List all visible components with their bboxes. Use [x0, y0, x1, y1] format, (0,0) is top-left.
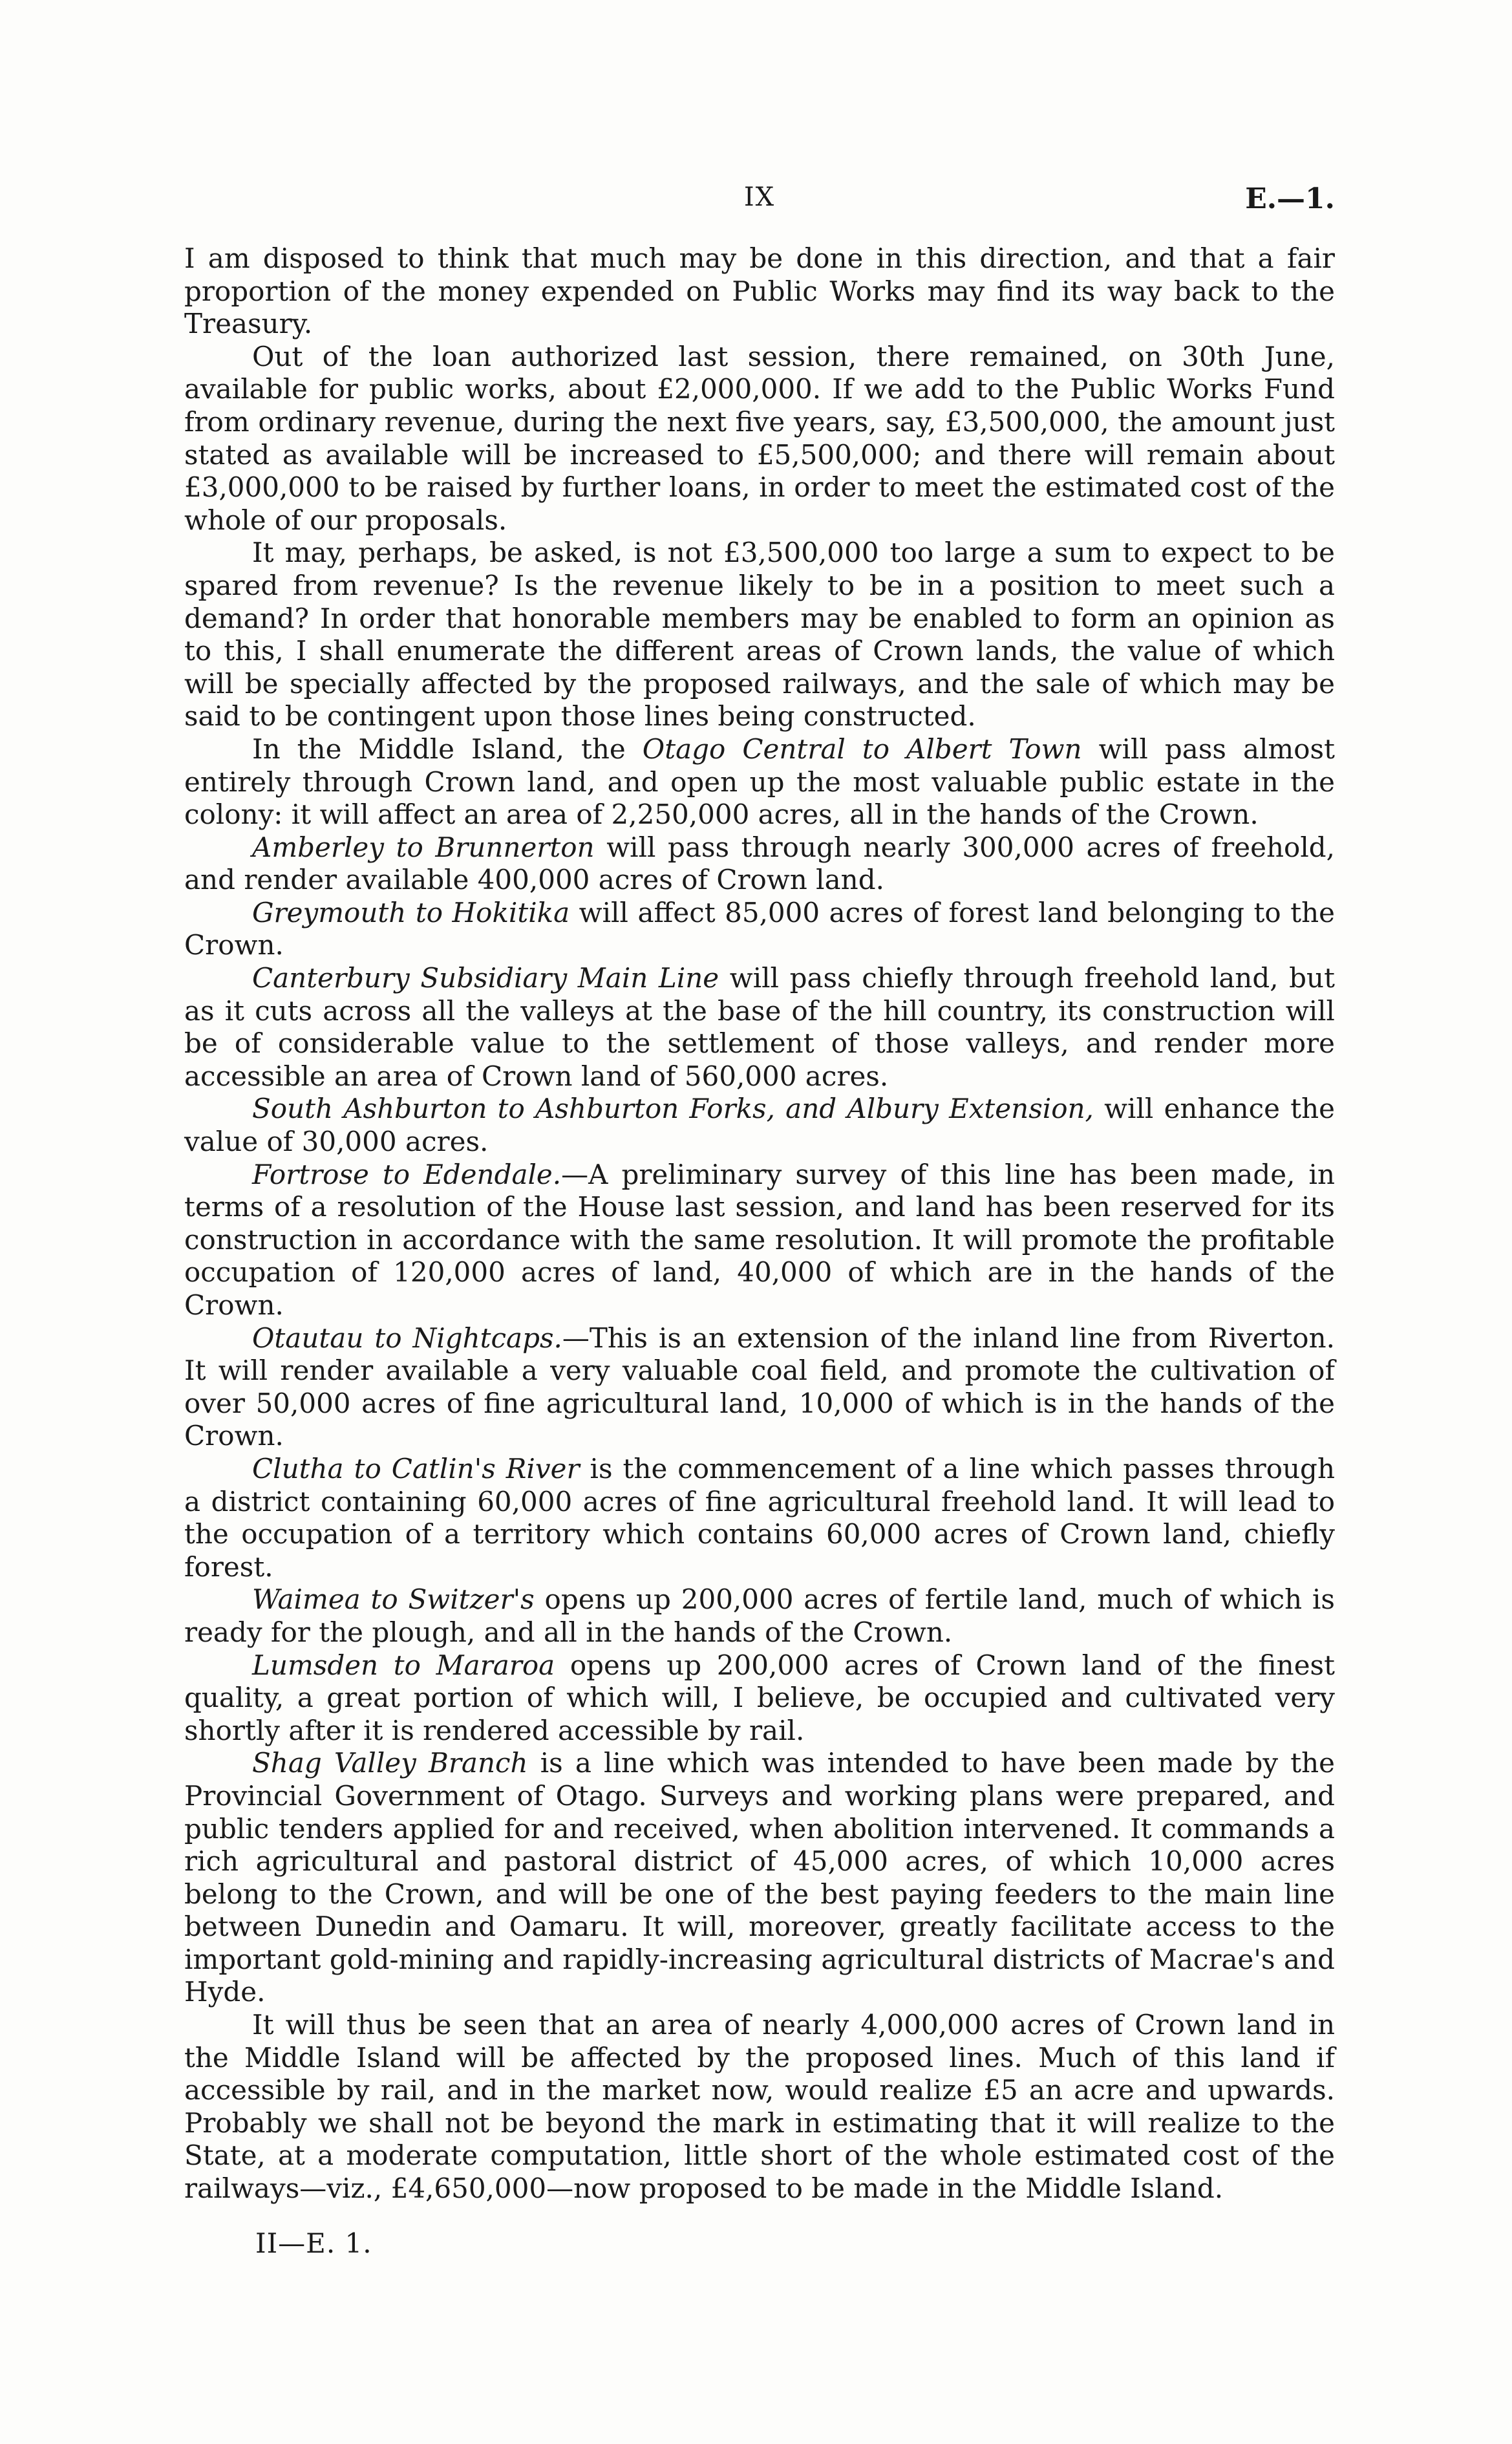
document-reference: E.—1. [1245, 182, 1335, 215]
railway-line-name: Fortrose to Edendale. [252, 1158, 562, 1190]
paragraph [184, 831, 1335, 897]
railway-line-name: Amberley to Brunnerton [252, 831, 595, 863]
paragraph [184, 962, 1335, 1093]
railway-line-name: Otago Central to Albert Town [642, 733, 1082, 765]
page-header [184, 182, 1335, 221]
railway-line-name: Greymouth to Hokitika [252, 896, 570, 928]
paragraph-text: Out of the loan authorized last session, there remained, on 30th June, available for public works, about £2,000,000. If we add to the Public Works Fund from ordinary revenue, during the next five years, say, £3,500,000, the amount just stated as available will be increased to £5,500,000; and there will remain about £3,000,000 to be raised by further loans, in order to meet the estimated cost of the whole of our proposals. [184, 340, 1335, 536]
paragraph-text: will pass through nearly 300,000 acres of freehold, and render available 400,000 acres of Crown land. [184, 831, 1335, 896]
paragraph-text: It may, perhaps, be asked, is not £3,500,000 too large a sum to expect to be spared from revenue? Is the revenue likely to be in a position to meet such a demand? In order that honorable members may be enabled to form an opinion as to this, I shall enumerate the different areas of Crown lands, the value of which will be specially affected by the proposed railways, and the sale of which may be said to be contingent upon those lines being constructed. [184, 537, 1335, 733]
page-number: IX [743, 182, 776, 212]
paragraph [184, 1747, 1335, 2009]
paragraph [184, 341, 1335, 537]
paragraph-text: will enhance the value of 30,000 acres. [184, 1093, 1335, 1158]
paragraph-text: opens up 200,000 acres of Crown land of the finest quality, a great portion of which will, I believe, be occupied and cultivated very shortly after it is rendered accessible by rail. [184, 1649, 1335, 1746]
railway-line-name: Waimea to Switzer's [252, 1583, 535, 1616]
paragraph-text: is the commencement of a line which passes through a district containing 60,000 acres of fine agricultural freehold land. It will lead to the occupation of a territory which contains 60,000 acres of Crown land, chiefly forest. [184, 1452, 1335, 1583]
paragraph-text: It will thus be seen that an area of nearly 4,000,000 acres of Crown land in the Middle Island will be affected by the proposed lines. Much of this land if accessible by rail, and in the market now, would realize £5 an acre and upwards. Probably we shall not be beyond the mark in estimating that it will realize to the State, at a moderate computation, little short of the whole estimated cost of the railways—viz., £4,650,000—now proposed to be made in the Middle Island. [184, 2009, 1335, 2205]
paragraph-text: opens up 200,000 acres of fertile land, much of which is ready for the plough, and all in the hands of the Crown. [184, 1583, 1335, 1648]
body-text [184, 242, 1335, 2205]
paragraph-text: is a line which was intended to have been made by the Provincial Government of Otago. Surveys and working plans were prepared, and public tenders applied for and received, when abolition intervened. It commands a rich agricultural and pastoral district of 45,000 acres, of which 10,000 acres belong to the Crown, and will be one of the best paying feeders to the main line between Dunedin and Oamaru. It will, moreover, greatly facilitate access to the important gold-mining and rapidly-increasing agricultural districts of Macrae's and Hyde. [184, 1747, 1335, 2008]
paragraph-text: —This is an extension of the inland line from Riverton. It will render available a very valuable coal field, and promote the cultivation of over 50,000 acres of fine agricultural land, 10,000 of which is in the hands of the Crown. [184, 1322, 1335, 1452]
paragraph [184, 1322, 1335, 1453]
paragraph [184, 733, 1335, 831]
paragraph-text: —A preliminary survey of this line has been made, in terms of a resolution of the House last session, and land has been reserved for its construction in accordance with the same resolution. It will promote the profitable occupation of 120,000 acres of land, 40,000 of which are in the hands of the Crown. [184, 1158, 1335, 1321]
paragraph [184, 1649, 1335, 1748]
railway-line-name: Lumsden to Mararoa [252, 1649, 555, 1681]
paragraph-text: In the Middle Island, the [252, 733, 643, 765]
paragraph-text: will affect 85,000 acres of forest land belonging to the Crown. [184, 896, 1336, 961]
paragraph [184, 1583, 1335, 1649]
railway-line-name: Shag Valley Branch [252, 1747, 528, 1779]
signature-mark: II—E. 1. [255, 2227, 372, 2259]
paragraph-text: will pass chiefly through freehold land, but as it cuts across all the valleys at the base of the hill country, its construction will be of considerable value to the settlement of those valleys, and render more accessible an area of Crown land of 560,000 acres. [184, 962, 1335, 1092]
paragraph [184, 1453, 1335, 1583]
paragraph-text: I am disposed to think that much may be done in this direction, and that a fair proportion of the money expended on Public Works may find its way back to the Treasury. [184, 242, 1335, 340]
paragraph [184, 242, 1335, 341]
paragraph [184, 1159, 1335, 1322]
railway-line-name: South Ashburton to Ashburton Forks, and Albury Extension, [252, 1093, 1094, 1125]
paragraph [184, 1093, 1335, 1158]
paragraph [184, 2009, 1335, 2205]
paragraph-text: will pass almost entirely through Crown land, and open up the most valuable public estate in the colony: it will affect an area of 2,250,000 acres, all in the hands of the Crown. [184, 733, 1335, 831]
railway-line-name: Clutha to Catlin's River [252, 1452, 580, 1485]
railway-line-name: Canterbury Subsidiary Main Line [252, 962, 719, 994]
railway-line-name: Otautau to Nightcaps. [252, 1322, 562, 1354]
paragraph [184, 897, 1335, 962]
paragraph [184, 537, 1335, 733]
